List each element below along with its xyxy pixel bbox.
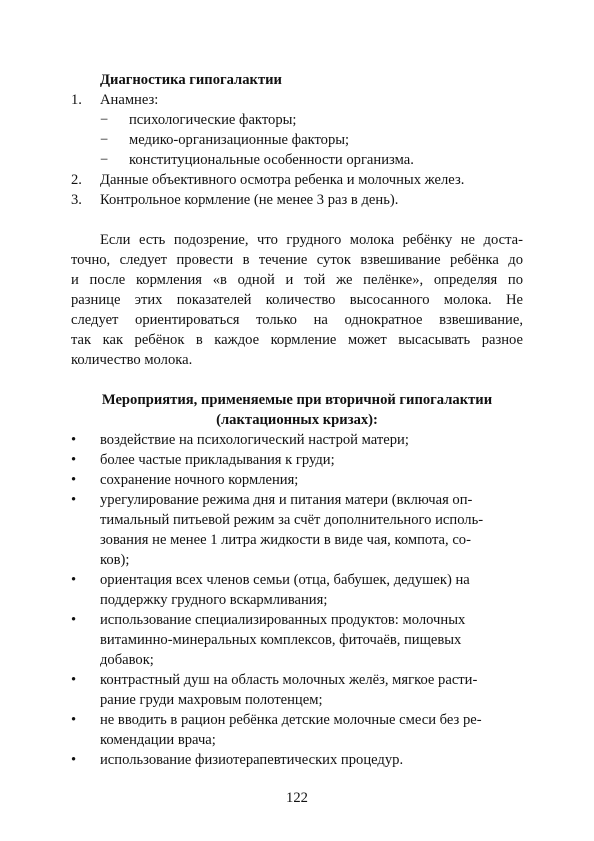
subitem — [100, 130, 523, 150]
subitem — [100, 150, 523, 170]
diagnostics-list — [71, 90, 523, 210]
measure-line: урегулирование режима дня и питания матери (включая оп- — [100, 492, 473, 508]
section-heading-diagnostics: Диагностика гипогалактии — [100, 72, 282, 88]
measure-item — [71, 750, 523, 770]
measure-line: использование специализированных продуктов: молочных — [100, 612, 466, 628]
bullet-marker: • — [71, 432, 77, 448]
measure-text — [100, 570, 470, 610]
diagnostics-item — [71, 170, 523, 190]
measure-text — [100, 430, 409, 450]
measure-item — [71, 430, 523, 450]
paragraph-line: так как ребёнок в каждое кормление может высасывать разное — [71, 332, 523, 348]
measure-item — [71, 710, 523, 750]
subitem-text: медико-организационные факторы; — [129, 132, 350, 148]
paragraph-line: количество молока. — [71, 352, 193, 368]
diagnostics-item — [71, 90, 523, 110]
bullet-marker: • — [71, 612, 77, 628]
item-number: 1. — [71, 92, 82, 108]
measure-line: ориентация всех членов семьи (отца, бабушек, дедушек) на — [100, 572, 470, 588]
diagnostics-item — [71, 190, 523, 210]
bullet-marker: • — [71, 752, 77, 768]
subitem — [100, 110, 523, 130]
measure-text — [100, 490, 483, 570]
bullet-marker: • — [71, 452, 77, 468]
bullet-marker: • — [71, 492, 77, 508]
bullet-marker: • — [71, 472, 77, 488]
paragraph-line: Если есть подозрение, что грудного молока ребёнку не доста- — [100, 232, 523, 248]
measure-line: комендации врача; — [100, 732, 216, 748]
paragraph-line: следует ориентироваться только на однократное взвешивание, — [71, 312, 523, 328]
paragraph-line: и после кормления «в одной и той же пелёнке», определяя по — [71, 272, 523, 288]
measure-text — [100, 610, 465, 670]
measure-line: зования не менее 1 литра жидкости в виде чая, компота, со- — [100, 532, 471, 548]
paragraph-line: точно, следует провести в течение суток взвешивание ребёнка до — [71, 252, 523, 268]
document-page — [71, 70, 523, 770]
measure-item — [71, 670, 523, 710]
measure-item — [71, 450, 523, 470]
heading-line: Мероприятия, применяемые при вторичной гипогалактии — [101, 392, 493, 408]
measure-item — [71, 470, 523, 490]
measure-text — [100, 670, 477, 710]
measure-item — [71, 610, 523, 670]
item-text: Данные объективного осмотра ребенка и молочных желез. — [100, 172, 465, 188]
diagnostics-subitems — [71, 110, 523, 170]
measure-line: поддержку грудного вскармливания; — [100, 592, 328, 608]
measure-line: контрастный душ на область молочных желёз, мягкое расти- — [100, 672, 478, 688]
paragraph-line: разнице этих показателей количество высосанного молока. Не — [71, 292, 523, 308]
subitem-text: конституциональные особенности организма. — [129, 152, 414, 168]
measure-item — [71, 490, 523, 570]
measure-line: использование физиотерапевтических процедур. — [100, 752, 404, 768]
bullet-marker: • — [71, 672, 77, 688]
measure-item — [71, 570, 523, 610]
measure-line: не вводить в рацион ребёнка детские молочные смеси без ре- — [100, 712, 482, 728]
item-text: Анамнез: — [100, 92, 159, 108]
measure-line: воздействие на психологический настрой матери; — [100, 432, 409, 448]
measures-list — [71, 430, 523, 770]
measure-line: добавок; — [100, 652, 154, 668]
anamnesis-sublist — [71, 110, 523, 170]
bullet-marker: • — [71, 572, 77, 588]
measure-text — [100, 710, 482, 750]
item-text: Контрольное кормление (не менее 3 раз в день). — [100, 192, 399, 208]
measure-line: тимальный питьевой режим за счёт дополнительного исполь- — [100, 512, 484, 528]
measure-text — [100, 750, 403, 770]
measure-line: рание груди махровым полотенцем; — [100, 692, 323, 708]
dash-marker: − — [100, 132, 109, 148]
page-number: 122 — [286, 790, 308, 806]
measure-line: ков); — [100, 552, 130, 568]
heading-line: (лактационных кризах): — [216, 412, 378, 428]
section-heading-measures — [71, 390, 523, 430]
measure-line: витаминно-минеральных комплексов, фиточаёв, пищевых — [100, 632, 462, 648]
measure-line: сохранение ночного кормления; — [100, 472, 299, 488]
bullet-marker: • — [71, 712, 77, 728]
measure-text — [100, 470, 298, 490]
weighing-paragraph — [71, 230, 523, 370]
dash-marker: − — [100, 152, 109, 168]
subitem-text: психологические факторы; — [129, 112, 297, 128]
item-number: 3. — [71, 192, 82, 208]
dash-marker: − — [100, 112, 109, 128]
measure-line: более частые прикладывания к груди; — [100, 452, 335, 468]
item-number: 2. — [71, 172, 82, 188]
measure-text — [100, 450, 335, 470]
